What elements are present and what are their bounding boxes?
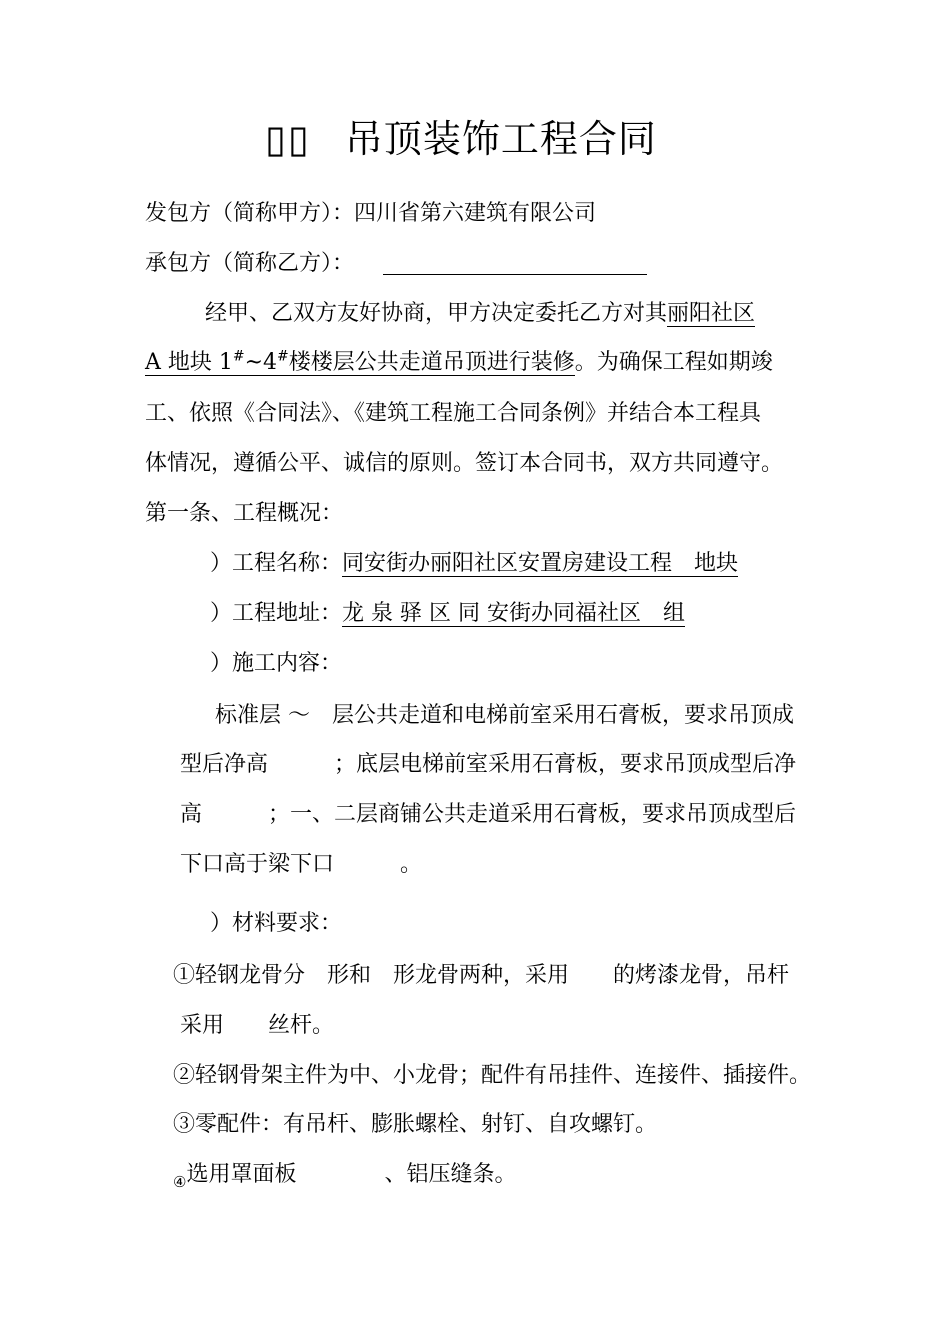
content-line-3: 高 ；一、二层商铺公共走道采用石膏板，要求吊顶成型后 — [180, 802, 797, 827]
project-scope-underlined — [145, 350, 575, 376]
party-a-line — [145, 196, 596, 227]
content-line-2: 型后净高 ；底层电梯前室采用石膏板，要求吊顶成型后净 — [180, 752, 797, 777]
intro-line-3: 工、依照《合同法》、《建筑工程施工合同条例》并结合本工程具 — [145, 401, 762, 426]
scope-part-a: A 地块 1 — [145, 350, 233, 375]
title-text: 吊顶装饰工程合同 — [344, 117, 657, 161]
item-material-requirements: ）材料要求： — [210, 911, 343, 936]
scope-part-b: ~4 — [244, 350, 278, 375]
item-project-address-label: ）工程地址： — [210, 601, 343, 626]
content-line-4: 下口高于梁下口 。 — [180, 852, 423, 877]
intro-text: 经甲、乙双方友好协商，甲方决定委托乙方对其 — [205, 301, 668, 326]
title-placeholder-glyphs: ▯▯ — [265, 117, 311, 161]
party-a-name: 四川省第六建筑有限公司 — [354, 201, 597, 226]
material-4-text: 选用罩面板 、铝压缝条。 — [186, 1162, 517, 1187]
item-project-address — [210, 596, 685, 627]
party-b-label: 承包方（简称乙方）： — [145, 251, 355, 276]
material-3: ③零配件：有吊杆、膨胀螺栓、射钉、自攻螺钉。 — [173, 1112, 658, 1137]
item-project-name — [210, 546, 738, 577]
scope-sup-1: # — [232, 348, 245, 365]
material-4 — [173, 1157, 517, 1191]
project-location-underlined: 丽阳社区 — [667, 301, 756, 326]
article-1-heading: 第一条、工程概况： — [145, 501, 344, 526]
party-b-blank — [383, 274, 647, 275]
item-construction-content: ）施工内容： — [210, 651, 343, 676]
scope-part-c: 楼楼层公共走道吊顶进行装修 — [288, 350, 575, 375]
item-project-address-value: 龙 泉 驿 区 同 安街办同福社区 组 — [342, 601, 685, 626]
content-line-1: 标准层 ～ 层公共走道和电梯前室采用石膏板，要求吊顶成 — [215, 703, 794, 728]
material-4-number: ④ — [173, 1173, 187, 1191]
intro-text: 。为确保工程如期竣 — [574, 350, 773, 375]
intro-line-4: 体情况，遵循公平、诚信的原则。签订本合同书，双方共同遵守。 — [145, 451, 784, 476]
party-b-line — [145, 246, 354, 277]
party-a-label: 发包方（简称甲方）： — [145, 201, 355, 226]
intro-line-2 — [145, 345, 773, 376]
scope-sup-2: # — [277, 348, 289, 365]
intro-line-1 — [205, 296, 755, 327]
item-project-name-value: 同安街办丽阳社区安置房建设工程 地块 — [342, 551, 739, 576]
material-2: ②轻钢骨架主件为中、小龙骨；配件有吊挂件、连接件、插接件。 — [173, 1063, 812, 1088]
material-1-line-2: 采用 丝杆。 — [180, 1013, 335, 1038]
material-1-line-1: ①轻钢龙骨分 形和 形龙骨两种，采用 的烤漆龙骨，吊杆 — [173, 963, 790, 988]
item-project-name-label: ）工程名称： — [210, 551, 343, 576]
document-title — [265, 108, 657, 163]
